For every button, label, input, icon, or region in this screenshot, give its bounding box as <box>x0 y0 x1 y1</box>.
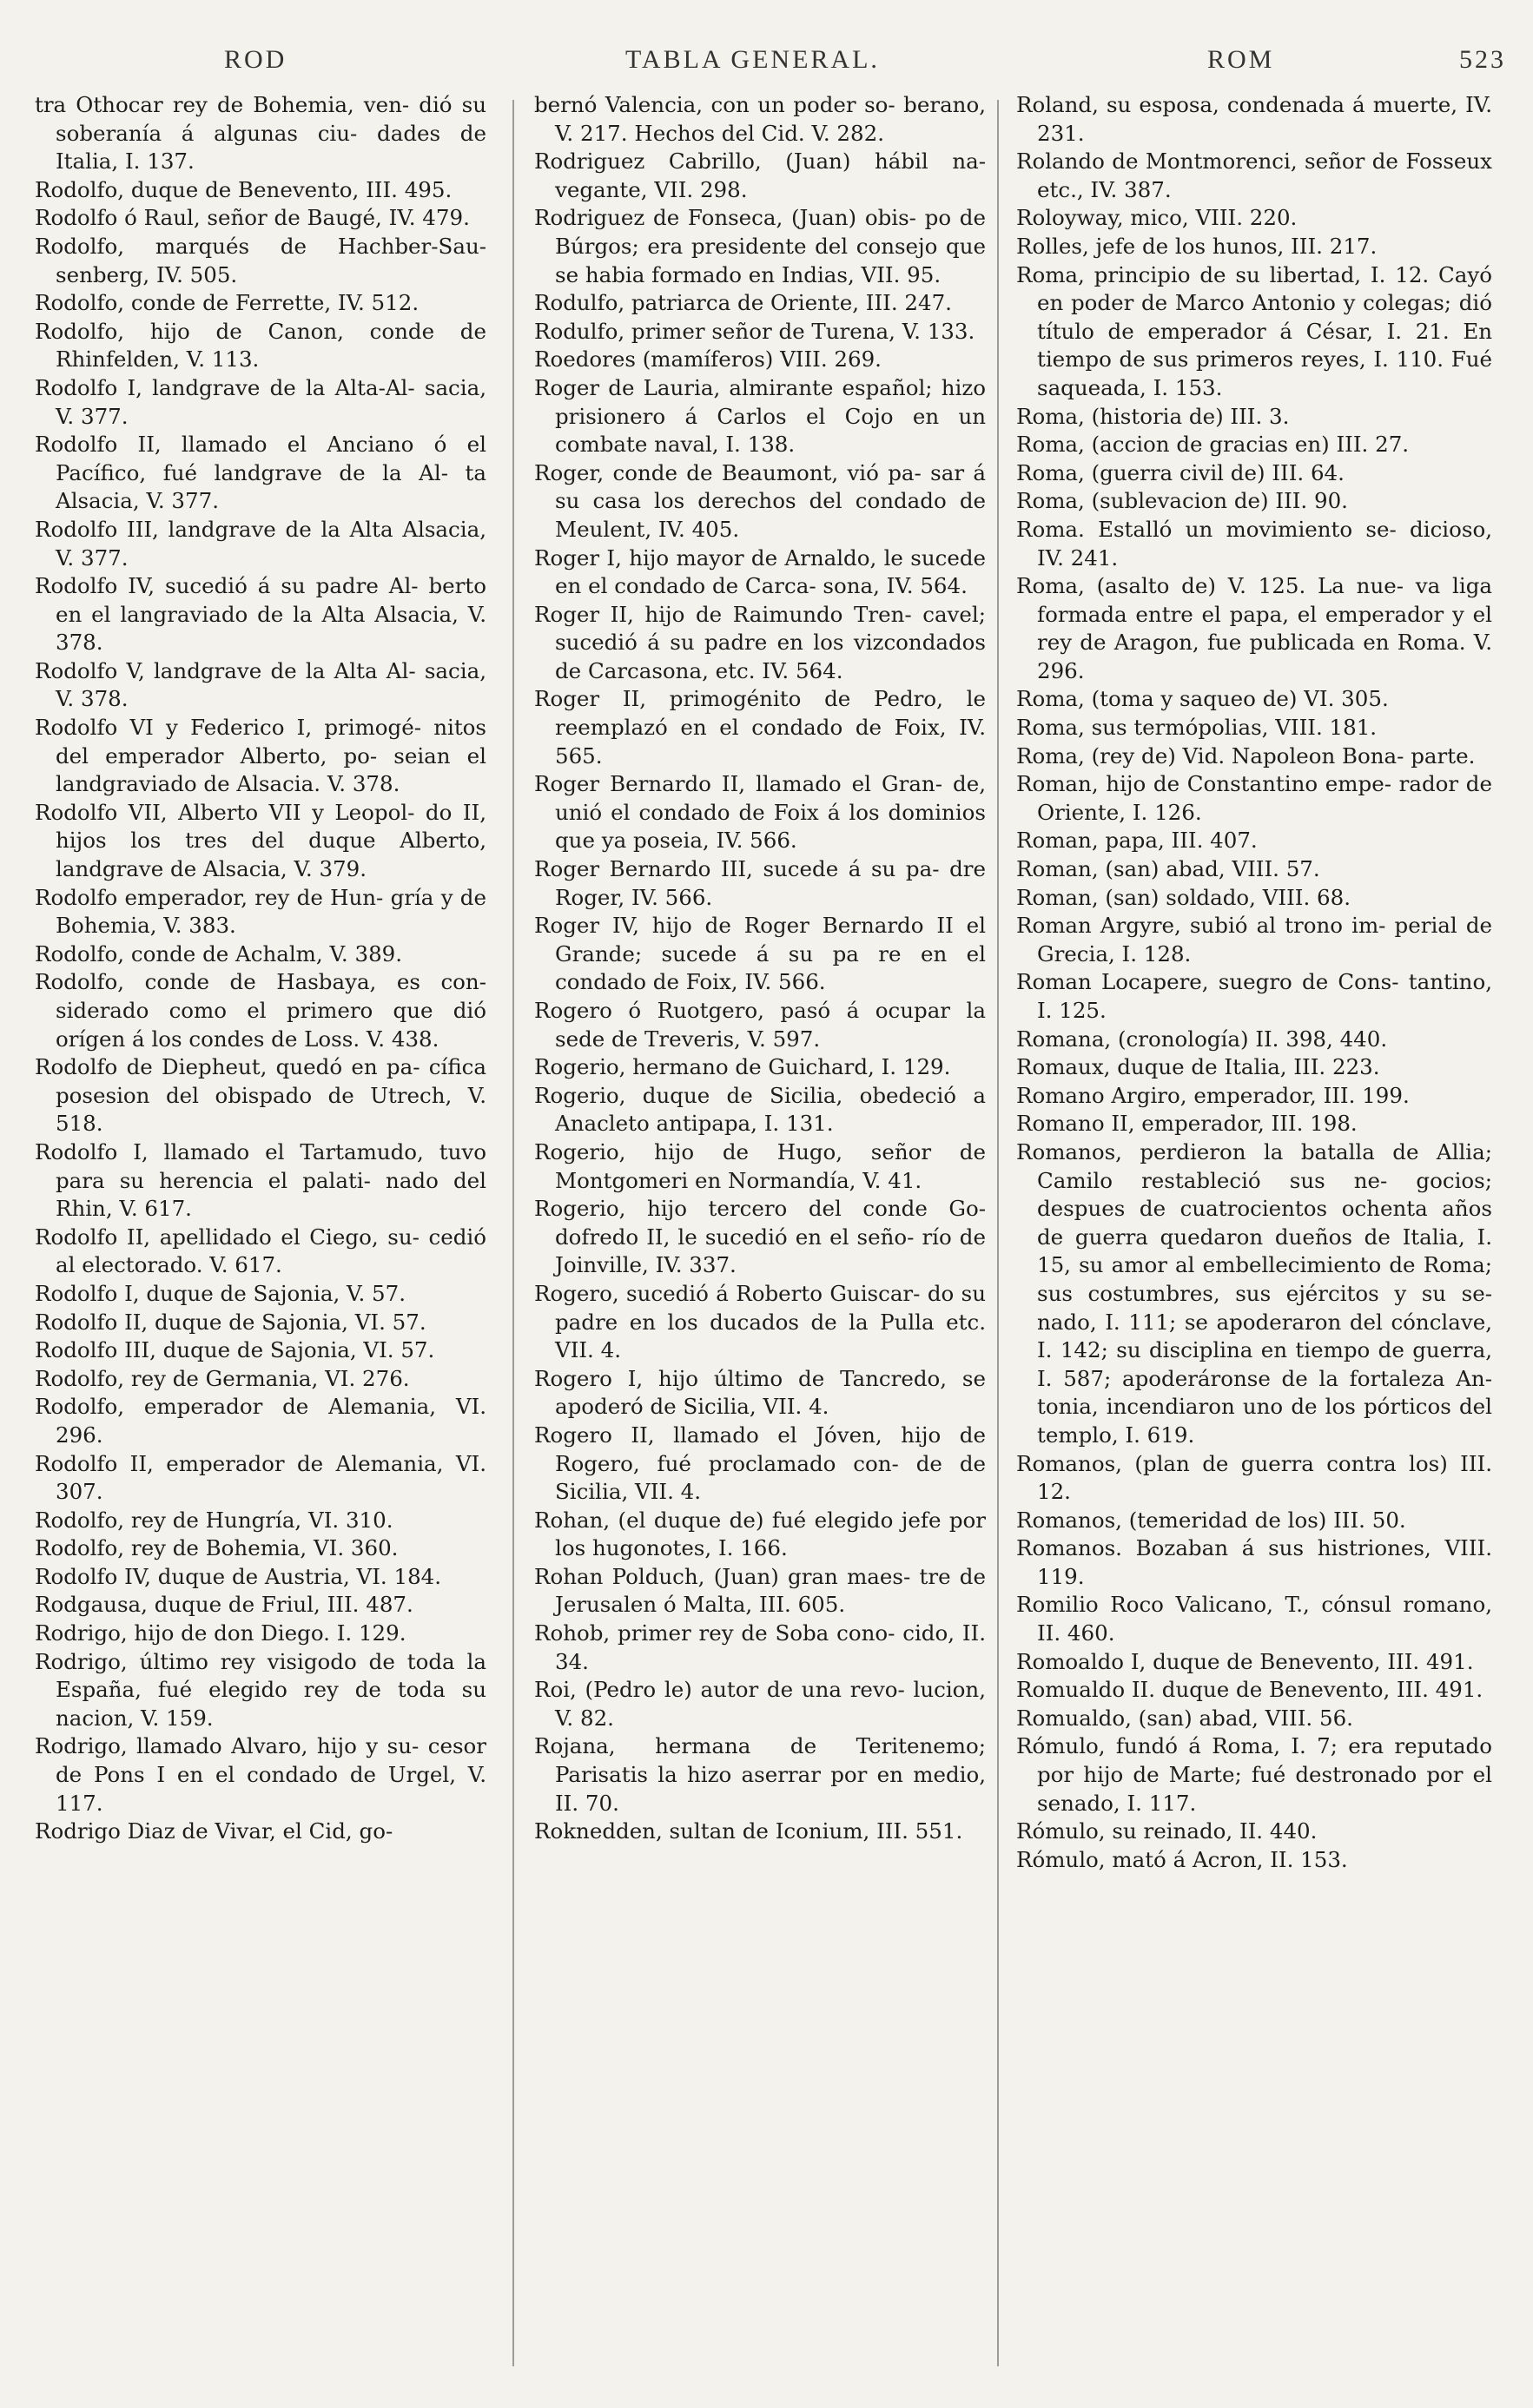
index-entry: Rodolfo, marqués de Hachber-Sau- senberg, IV. 505. <box>35 233 486 287</box>
index-entry: Rodolfo IV, sucedió á su padre Al- berto en el langraviado de la Alta Alsacia, V. 378. <box>35 573 486 656</box>
index-entry: Rogero, sucedió á Roberto Guiscar- do su padre en los ducados de la Pulla etc. VII. 4. <box>534 1280 986 1363</box>
header-left-keyword: ROD <box>224 45 287 74</box>
index-entry: Rogero II, llamado el Jóven, hijo de Rogero, fué proclamado con- de de Sicilia, VII. 4. <box>534 1422 986 1505</box>
index-entry: Rodrigo, hijo de don Diego. I. 129. <box>35 1620 406 1646</box>
index-entry: Rodriguez Cabrillo, (Juan) hábil na- vegante, VII. 298. <box>534 148 986 202</box>
index-column-3 <box>1016 91 1492 2384</box>
index-entry: Roger IV, hijo de Roger Bernardo II el Grande; sucede á su pa re en el condado de Foix, IV. 566. <box>534 913 986 995</box>
index-entry: Rohan, (el duque de) fué elegido jefe por los hugonotes, I. 166. <box>534 1507 986 1561</box>
index-entry: Rodolfo III, duque de Sajonia, VI. 57. <box>35 1337 435 1363</box>
index-entry: Rómulo, su reinado, II. 440. <box>1016 1818 1318 1844</box>
index-entry: Roman, hijo de Constantino empe- rador de Oriente, I. 126. <box>1016 771 1492 825</box>
index-entry: Rolles, jefe de los hunos, III. 217. <box>1016 233 1378 259</box>
index-entry: Rohob, primer rey de Soba cono- cido, II. 34. <box>534 1620 986 1674</box>
index-entry: Rodolfo III, landgrave de la Alta Alsacia, V. 377. <box>35 516 486 571</box>
index-entry: Rogero I, hijo último de Tancredo, se apoderó de Sicilia, VII. 4. <box>534 1365 986 1420</box>
index-entry: Roedores (mamíferos) VIII. 269. <box>534 346 882 373</box>
index-entry: Rómulo, mató á Acron, II. 153. <box>1016 1846 1348 1872</box>
index-entry: Rodolfo, duque de Benevento, III. 495. <box>35 176 453 202</box>
index-entry: Rodrigo, llamado Alvaro, hijo y su- cesor de Pons I en el condado de Urgel, V. 117. <box>35 1733 486 1816</box>
index-column-2 <box>534 91 986 2384</box>
index-entry: Rogerio, hermano de Guichard, I. 129. <box>534 1054 951 1080</box>
index-entry: Rodolfo II, emperador de Alemania, VI. 307. <box>35 1450 486 1505</box>
index-entry: Rodolfo II, apellidado el Ciego, su- cedió al electorado. V. 617. <box>35 1224 486 1278</box>
index-entry: Romaux, duque de Italia, III. 223. <box>1016 1054 1380 1080</box>
index-entry: Rodolfo, conde de Ferrette, IV. 512. <box>35 290 420 316</box>
index-entry: Roma, sus termópolias, VIII. 181. <box>1016 715 1378 741</box>
index-entry: Romanos, (plan de guerra contra los) III. 12. <box>1016 1450 1492 1505</box>
index-entry: Roman Argyre, subió al trono im- perial de Grecia, I. 128. <box>1016 913 1492 966</box>
index-entry: Roland, su esposa, condenada á muerte, IV. 231. <box>1016 92 1492 146</box>
index-entry: Rodolfo I, duque de Sajonia, V. 57. <box>35 1280 406 1306</box>
index-entry: Roger I, hijo mayor de Arnaldo, le sucede en el condado de Carca- sona, IV. 564. <box>534 544 986 599</box>
index-entry: Roi, (Pedro le) autor de una revo- lucion, V. 82. <box>534 1677 986 1731</box>
index-entry: Rodolfo, emperador de Alemania, VI. 296. <box>35 1394 486 1448</box>
index-entry: Roma, (guerra civil de) III. 64. <box>1016 459 1345 485</box>
index-entry: Roman Locapere, suegro de Cons- tantino, I. 125. <box>1016 969 1492 1023</box>
index-entry: Romano II, emperador, III. 198. <box>1016 1111 1358 1137</box>
index-entry: Rodolfo V, landgrave de la Alta Al- sacia, V. 378. <box>35 657 486 712</box>
index-entry: Roger Bernardo II, llamado el Gran- de, unió el condado de Foix á los dominios que ya poseia, IV. 566. <box>534 771 986 854</box>
index-entry: Roger II, primogénito de Pedro, le reemplazó en el condado de Foix, IV. 565. <box>534 686 986 769</box>
index-entry: Rogerio, duque de Sicilia, obedeció a Anacleto antipapa, I. 131. <box>534 1082 986 1137</box>
index-entry: Roman, papa, III. 407. <box>1016 828 1258 854</box>
index-entry: Rodolfo, rey de Germania, VI. 276. <box>35 1365 410 1391</box>
index-entry: Rodgausa, duque de Friul, III. 487. <box>35 1592 413 1618</box>
column-divider <box>997 100 999 2366</box>
index-entry: Rogerio, hijo tercero del conde Go- dofredo II, le sucedió en el seño- río de Joinville, IV. 337. <box>534 1196 986 1278</box>
index-entry: Rómulo, fundó á Roma, I. 7; era reputado por hijo de Marte; fué destronado por el senado, I. 117. <box>1016 1733 1492 1816</box>
index-entry: Romanos, perdieron la batalla de Allia; Camilo restableció sus ne- gocios; despues de cuatrocientos ochenta años de guerra quedaron dueños de Italia, I. 15, su amor al embellecimiento de Roma; sus costumbres, sus ejércitos y su se- nado, I. 111; se apoderaron del cónclave, I. 142; su disciplina en tiempo de guerra, I. 587; apoderáronse de la fortaleza An- tonia, incendiaron uno de los pórticos del templo, I. 619. <box>1016 1138 1492 1448</box>
index-entry: Roger de Lauria, almirante español; hizo prisionero á Carlos el Cojo en un combate naval, I. 138. <box>534 374 986 458</box>
index-entry: Roma, (sublevacion de) III. 90. <box>1016 488 1348 514</box>
index-entry: Rodolfo II, duque de Sajonia, VI. 57. <box>35 1309 426 1335</box>
index-entry: Rodolfo VI y Federico I, primogé- nitos del emperador Alberto, po- seian el landgraviado de Alsacia. V. 378. <box>35 715 486 797</box>
index-entry: bernó Valencia, con un poder so- berano, V. 217. Hechos del Cid. V. 282. <box>534 92 986 146</box>
index-entry: tra Othocar rey de Bohemia, ven- dió su soberanía á algunas ciu- dades de Italia, I. 137. <box>35 92 486 175</box>
index-entry: Romualdo, (san) abad, VIII. 56. <box>1016 1705 1353 1731</box>
column-divider <box>512 100 514 2366</box>
index-entry: Romilio Roco Valicano, T., cónsul romano, II. 460. <box>1016 1592 1492 1646</box>
index-columns <box>35 91 1511 2384</box>
index-entry: Rodolfo, rey de Bohemia, VI. 360. <box>35 1535 399 1561</box>
header-title: TABLA GENERAL. <box>625 45 880 74</box>
index-entry: Romanos, (temeridad de los) III. 50. <box>1016 1507 1406 1533</box>
index-entry: Roma, (historia de) III. 3. <box>1016 403 1290 429</box>
index-column-1 <box>35 91 486 2384</box>
index-entry: Romoaldo I, duque de Benevento, III. 491. <box>1016 1648 1474 1674</box>
index-entry: Rodolfo de Diepheut, quedó en pa- cífica posesion del obispado de Utrech, V. 518. <box>35 1054 486 1137</box>
index-entry: Roknedden, sultan de Iconium, III. 551. <box>534 1818 963 1844</box>
index-entry: Romana, (cronología) II. 398, 440. <box>1016 1026 1388 1052</box>
index-entry: Rodolfo, rey de Hungría, VI. 310. <box>35 1507 393 1533</box>
index-entry: Roma, (accion de gracias en) III. 27. <box>1016 432 1410 458</box>
index-entry: Rodolfo ó Raul, señor de Baugé, IV. 479. <box>35 205 470 231</box>
index-entry: Rodulfo, primer señor de Turena, V. 133. <box>534 318 975 344</box>
index-entry: Roman, (san) soldado, VIII. 68. <box>1016 884 1351 910</box>
index-entry: Rodolfo, conde de Achalm, V. 389. <box>35 940 403 966</box>
index-entry: Rodolfo I, landgrave de la Alta-Al- sacia, V. 377. <box>35 374 486 429</box>
index-entry: Roger, conde de Beaumont, vió pa- sar á su casa los derechos del condado de Meulent, IV. 405. <box>534 459 986 542</box>
index-entry: Rodolfo, conde de Hasbaya, es con- siderado como el primero que dió orígen á los condes de Loss. V. 438. <box>35 969 486 1052</box>
index-entry: Rodolfo I, llamado el Tartamudo, tuvo para su herencia el palati- nado del Rhin, V. 617. <box>35 1138 486 1222</box>
index-entry: Roma. Estalló un movimiento se- dicioso, IV. 241. <box>1016 516 1492 571</box>
index-entry: Rodriguez de Fonseca, (Juan) obis- po de Búrgos; era presidente del consejo que se habia formado en Indias, VII. 95. <box>534 205 986 287</box>
index-entry: Rodulfo, patriarca de Oriente, III. 247. <box>534 290 952 316</box>
index-entry: Roloyway, mico, VIII. 220. <box>1016 205 1298 231</box>
index-entry: Romualdo II. duque de Benevento, III. 491. <box>1016 1677 1483 1703</box>
index-entry: Rogero ó Ruotgero, pasó á ocupar la sede de Treveris, V. 597. <box>534 998 986 1052</box>
index-entry: Romano Argiro, emperador, III. 199. <box>1016 1082 1410 1108</box>
index-entry: Roger Bernardo III, sucede á su pa- dre Roger, IV. 566. <box>534 856 986 910</box>
index-entry: Rodrigo, último rey visigodo de toda la España, fué elegido rey de toda su nacion, V. 159. <box>35 1648 486 1731</box>
index-entry: Roger II, hijo de Raimundo Tren- cavel; sucedió á su padre en los vizcondados de Carcasona, etc. IV. 564. <box>534 601 986 683</box>
index-entry: Rogerio, hijo de Hugo, señor de Montgomeri en Normandía, V. 41. <box>534 1138 986 1193</box>
index-entry: Rohan Polduch, (Juan) gran maes- tre de Jerusalen ó Malta, III. 605. <box>534 1563 986 1618</box>
index-entry: Roma, principio de su libertad, I. 12. Cayó en poder de Marco Antonio y colegas; dió título de emperador á César, I. 21. En tiempo de sus primeros reyes, I. 110. Fué saqueada, I. 153. <box>1016 261 1492 400</box>
index-entry: Rolando de Montmorenci, señor de Fosseux etc., IV. 387. <box>1016 148 1492 202</box>
index-entry: Rodrigo Diaz de Vivar, el Cid, go- <box>35 1818 393 1844</box>
index-entry: Rodolfo VII, Alberto VII y Leopol- do II, hijos los tres del duque Alberto, landgrave de Alsacia, V. 379. <box>35 799 486 882</box>
index-entry: Rodolfo, hijo de Canon, conde de Rhinfelden, V. 113. <box>35 318 486 373</box>
index-entry: Rodolfo IV, duque de Austria, VI. 184. <box>35 1563 442 1589</box>
header-right-keyword: ROM <box>1207 45 1275 74</box>
index-entry: Roman, (san) abad, VIII. 57. <box>1016 856 1320 882</box>
index-entry: Rodolfo II, llamado el Anciano ó el Pacífico, fué landgrave de la Al- ta Alsacia, V. 377. <box>35 432 486 514</box>
running-header <box>0 45 1533 97</box>
page-number: 523 <box>1459 45 1506 74</box>
index-entry: Roma, (asalto de) V. 125. La nue- va liga formada entre el papa, el emperador y el rey de Aragon, fue publicada en Roma. V. 296. <box>1016 573 1492 683</box>
index-entry: Rojana, hermana de Teritenemo; Parisatis la hizo aserrar por en medio, II. 70. <box>534 1733 986 1816</box>
index-entry: Romanos. Bozaban á sus histriones, VIII. 119. <box>1016 1535 1492 1589</box>
index-entry: Rodolfo emperador, rey de Hun- gría y de Bohemia, V. 383. <box>35 884 486 939</box>
index-entry: Roma, (toma y saqueo de) VI. 305. <box>1016 686 1389 712</box>
index-entry: Roma, (rey de) Vid. Napoleon Bona- parte. <box>1016 742 1476 769</box>
